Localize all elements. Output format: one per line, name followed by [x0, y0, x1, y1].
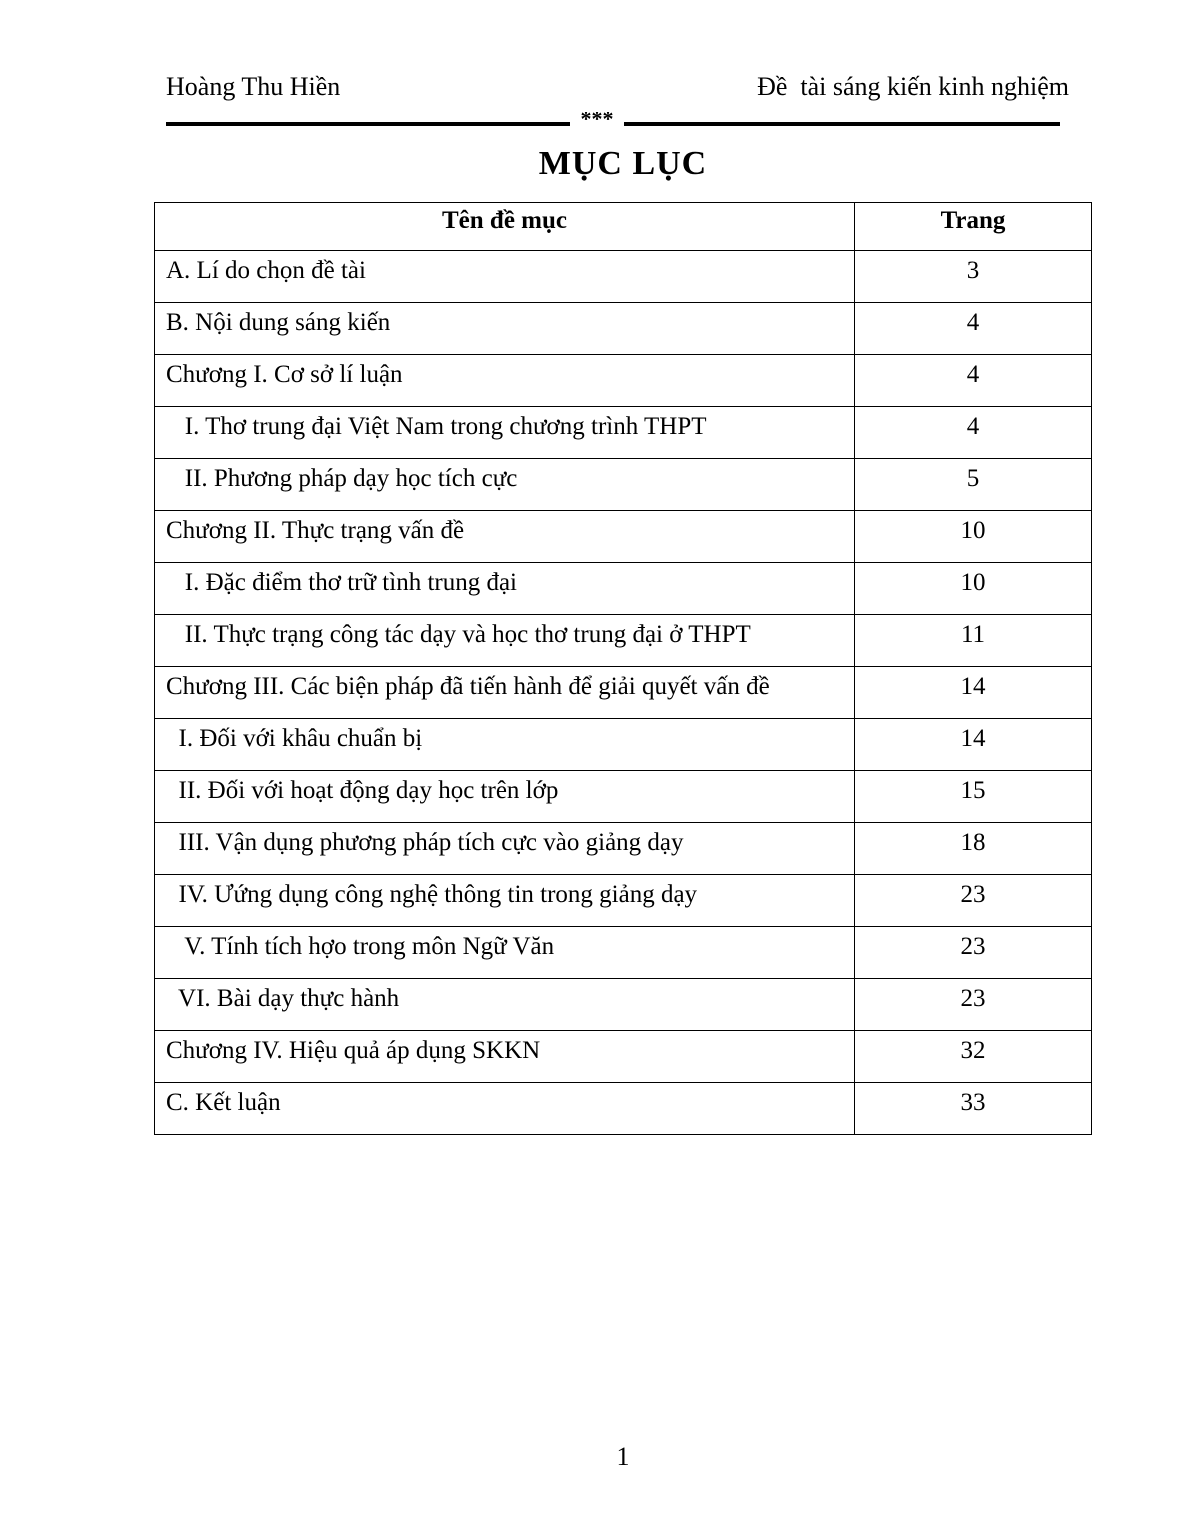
toc-entry-page: 14 — [855, 719, 1092, 771]
table-row — [155, 771, 1092, 823]
toc-entry-page: 11 — [855, 615, 1092, 667]
toc-entry-page: 10 — [855, 563, 1092, 615]
table-row — [155, 407, 1092, 459]
toc-entry-name: C. Kết luận — [155, 1083, 855, 1135]
table-row — [155, 303, 1092, 355]
table-row — [155, 615, 1092, 667]
toc-entry-page: 33 — [855, 1083, 1092, 1135]
toc-entry-name: V. Tính tích hợo trong môn Ngữ Văn — [155, 927, 855, 979]
toc-entry-name: Chương III. Các biện pháp đã tiến hành để giải quyết vấn đề — [155, 667, 855, 719]
toc-entry-page: 15 — [855, 771, 1092, 823]
column-header-page: Trang — [855, 203, 1092, 251]
toc-entry-page: 4 — [855, 355, 1092, 407]
header-topic: Đề tài sáng kiến kinh nghiệm — [757, 72, 1069, 101]
table-row — [155, 823, 1092, 875]
toc-entry-page: 14 — [855, 667, 1092, 719]
toc-entry-page: 23 — [855, 927, 1092, 979]
table-row — [155, 459, 1092, 511]
table-row — [155, 1031, 1092, 1083]
toc-entry-page: 23 — [855, 979, 1092, 1031]
toc-entry-page: 4 — [855, 407, 1092, 459]
table-row — [155, 719, 1092, 771]
toc-entry-name: IV. Ưứng dụng công nghệ thông tin trong giảng dạy — [155, 875, 855, 927]
table-row — [155, 355, 1092, 407]
separator-line-right — [624, 122, 1060, 126]
toc-entry-name: A. Lí do chọn đề tài — [155, 251, 855, 303]
toc-entry-name: B. Nội dung sáng kiến — [155, 303, 855, 355]
table-row — [155, 927, 1092, 979]
table-row — [155, 979, 1092, 1031]
toc-entry-name: II. Phương pháp dạy học tích cực — [155, 459, 855, 511]
toc-entry-name: II. Thực trạng công tác dạy và học thơ trung đại ở THPT — [155, 615, 855, 667]
table-row — [155, 875, 1092, 927]
table-row — [155, 563, 1092, 615]
header-separator — [166, 112, 1060, 130]
table-row — [155, 251, 1092, 303]
toc-entry-page: 32 — [855, 1031, 1092, 1083]
toc-entry-page: 23 — [855, 875, 1092, 927]
table-header-row — [155, 203, 1092, 251]
toc-entry-name: I. Đối với khâu chuẩn bị — [155, 719, 855, 771]
toc-entry-name: Chương II. Thực trạng vấn đề — [155, 511, 855, 563]
toc-entry-name: Chương IV. Hiệu quả áp dụng SKKN — [155, 1031, 855, 1083]
toc-entry-name: VI. Bài dạy thực hành — [155, 979, 855, 1031]
toc-entry-page: 10 — [855, 511, 1092, 563]
column-header-name: Tên đề mục — [155, 203, 855, 251]
page-number: 1 — [616, 1442, 630, 1471]
toc-entry-name: I. Đặc điểm thơ trữ tình trung đại — [155, 563, 855, 615]
toc-entry-name: Chương I. Cơ sở lí luận — [155, 355, 855, 407]
toc-entry-page: 3 — [855, 251, 1092, 303]
toc-entry-page: 18 — [855, 823, 1092, 875]
header-author: Hoàng Thu Hiền — [166, 72, 341, 101]
toc-entry-name: I. Thơ trung đại Việt Nam trong chương trình THPT — [155, 407, 855, 459]
separator-line-left — [166, 122, 570, 126]
page-title: MỤC LỤC — [538, 145, 708, 182]
table-of-contents — [154, 202, 1092, 1135]
table-row — [155, 667, 1092, 719]
table-row — [155, 511, 1092, 563]
toc-entry-page: 4 — [855, 303, 1092, 355]
separator-stars: *** — [580, 112, 614, 130]
table-row — [155, 1083, 1092, 1135]
toc-entry-page: 5 — [855, 459, 1092, 511]
toc-entry-name: II. Đối với hoạt động dạy học trên lớp — [155, 771, 855, 823]
toc-entry-name: III. Vận dụng phương pháp tích cực vào giảng dạy — [155, 823, 855, 875]
